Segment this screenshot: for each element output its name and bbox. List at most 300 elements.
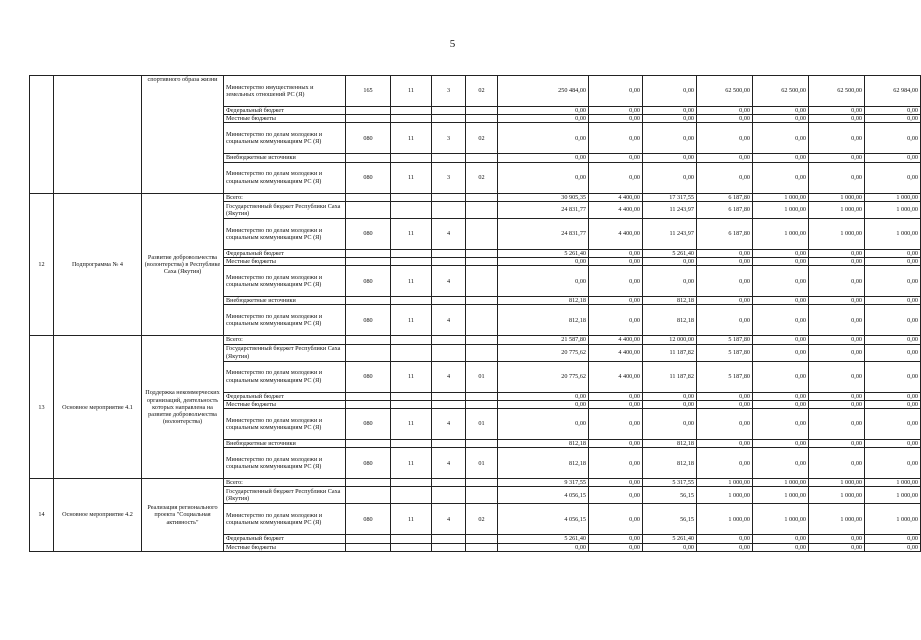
amount-cell: 0,00 (753, 535, 809, 543)
grbs-code-cell (346, 115, 391, 123)
budget-table-body (30, 76, 921, 552)
amount-cell: 0,00 (865, 543, 921, 551)
amount-cell: 0,00 (753, 154, 809, 162)
grbs-code-cell: 080 (346, 123, 391, 154)
grbs-code-cell (346, 154, 391, 162)
grbs-code-cell (346, 107, 391, 115)
grbs-code-cell (346, 249, 391, 257)
amount-cell: 6 187,80 (697, 201, 753, 218)
funding-source-cell: Федеральный бюджет (224, 392, 346, 400)
amount-cell: 0,00 (865, 448, 921, 479)
amount-cell: 0,00 (643, 123, 697, 154)
amount-cell: 0,00 (809, 266, 865, 297)
grbs-code-cell (346, 193, 391, 201)
amount-cell: 1 000,00 (753, 479, 809, 487)
amount-cell: 24 831,77 (498, 201, 589, 218)
grbs-code-cell (346, 336, 391, 344)
subsection-code-cell (432, 440, 466, 448)
amount-cell: 11 243,97 (643, 218, 697, 249)
amount-cell: 5 261,40 (643, 249, 697, 257)
amount-cell: 812,18 (643, 448, 697, 479)
amount-cell: 1 000,00 (865, 201, 921, 218)
amount-cell: 0,00 (697, 409, 753, 440)
grbs-code-cell (346, 297, 391, 305)
amount-cell: 0,00 (697, 392, 753, 400)
item-code-cell (466, 440, 498, 448)
grbs-code-cell: 080 (346, 361, 391, 392)
amount-cell: 0,00 (643, 107, 697, 115)
amount-cell: 812,18 (498, 448, 589, 479)
item-code-cell (466, 107, 498, 115)
amount-cell: 812,18 (498, 305, 589, 336)
amount-cell: 0,00 (753, 115, 809, 123)
section-code-cell: 11 (391, 504, 432, 535)
funding-source-cell: Внебюджетные источники (224, 154, 346, 162)
amount-cell: 0,00 (865, 344, 921, 361)
amount-cell: 0,00 (753, 448, 809, 479)
section-code-cell: 11 (391, 361, 432, 392)
subsection-code-cell (432, 336, 466, 344)
grbs-code-cell (346, 479, 391, 487)
amount-cell: 0,00 (498, 107, 589, 115)
item-code-cell (466, 305, 498, 336)
amount-cell: 0,00 (809, 258, 865, 266)
item-code-cell: 02 (466, 76, 498, 107)
amount-cell: 5 187,80 (697, 336, 753, 344)
amount-cell: 4 400,00 (589, 193, 643, 201)
item-code-cell (466, 479, 498, 487)
amount-cell: 0,00 (809, 535, 865, 543)
amount-cell: 21 587,80 (498, 336, 589, 344)
subsection-code-cell (432, 249, 466, 257)
amount-cell: 0,00 (589, 440, 643, 448)
subsection-code-cell (432, 258, 466, 266)
amount-cell: 0,00 (865, 115, 921, 123)
subsection-code-cell (432, 107, 466, 115)
amount-cell: 0,00 (697, 123, 753, 154)
amount-cell: 0,00 (753, 249, 809, 257)
amount-cell: 0,00 (697, 258, 753, 266)
amount-cell: 0,00 (589, 162, 643, 193)
amount-cell: 1 000,00 (865, 487, 921, 504)
grbs-code-cell: 080 (346, 305, 391, 336)
amount-cell: 0,00 (809, 123, 865, 154)
amount-cell: 0,00 (697, 448, 753, 479)
amount-cell: 0,00 (865, 361, 921, 392)
amount-cell: 4 400,00 (589, 361, 643, 392)
funding-source-cell: Всего: (224, 336, 346, 344)
funding-source-cell: Министерство по делам молодежи и социальным коммуникациям РС (Я) (224, 409, 346, 440)
funding-source-cell: Федеральный бюджет (224, 107, 346, 115)
amount-cell: 9 317,55 (498, 479, 589, 487)
table-row (30, 479, 921, 487)
amount-cell: 0,00 (589, 76, 643, 107)
amount-cell: 20 775,62 (498, 344, 589, 361)
amount-cell: 1 000,00 (697, 487, 753, 504)
item-code-cell (466, 249, 498, 257)
amount-cell: 0,00 (697, 400, 753, 408)
row-number-cell: 12 (30, 193, 54, 336)
amount-cell: 1 000,00 (753, 487, 809, 504)
amount-cell: 1 000,00 (809, 193, 865, 201)
amount-cell: 0,00 (643, 258, 697, 266)
item-code-cell (466, 297, 498, 305)
item-code-cell: 01 (466, 361, 498, 392)
amount-cell: 0,00 (697, 297, 753, 305)
section-code-cell (391, 297, 432, 305)
amount-cell: 0,00 (865, 107, 921, 115)
amount-cell: 0,00 (498, 400, 589, 408)
amount-cell: 0,00 (643, 154, 697, 162)
item-code-cell (466, 193, 498, 201)
amount-cell: 0,00 (498, 258, 589, 266)
amount-cell: 0,00 (589, 487, 643, 504)
table-row (30, 76, 921, 107)
funding-source-cell: Всего: (224, 479, 346, 487)
item-code-cell (466, 201, 498, 218)
amount-cell: 0,00 (498, 123, 589, 154)
amount-cell: 812,18 (643, 297, 697, 305)
amount-cell: 0,00 (809, 543, 865, 551)
amount-cell: 4 400,00 (589, 336, 643, 344)
amount-cell: 0,00 (589, 249, 643, 257)
funding-source-cell: Местные бюджеты (224, 115, 346, 123)
funding-source-cell: Министерство по делам молодежи и социальным коммуникациям РС (Я) (224, 305, 346, 336)
amount-cell: 0,00 (697, 305, 753, 336)
amount-cell: 0,00 (753, 440, 809, 448)
item-code-cell: 02 (466, 504, 498, 535)
amount-cell: 1 000,00 (865, 218, 921, 249)
amount-cell: 0,00 (643, 392, 697, 400)
amount-cell: 0,00 (865, 154, 921, 162)
funding-source-cell: Внебюджетные источники (224, 440, 346, 448)
section-code-cell (391, 543, 432, 551)
item-code-cell (466, 266, 498, 297)
amount-cell: 0,00 (589, 123, 643, 154)
amount-cell: 0,00 (865, 123, 921, 154)
amount-cell: 0,00 (753, 107, 809, 115)
subsection-code-cell: 4 (432, 409, 466, 440)
subsection-code-cell (432, 193, 466, 201)
funding-source-cell: Министерство по делам молодежи и социальным коммуникациям РС (Я) (224, 266, 346, 297)
grbs-code-cell (346, 258, 391, 266)
funding-source-cell: Федеральный бюджет (224, 249, 346, 257)
amount-cell: 0,00 (809, 440, 865, 448)
amount-cell: 0,00 (865, 409, 921, 440)
amount-cell: 0,00 (643, 409, 697, 440)
grbs-code-cell: 080 (346, 448, 391, 479)
amount-cell: 0,00 (498, 543, 589, 551)
grbs-code-cell (346, 487, 391, 504)
amount-cell: 0,00 (589, 543, 643, 551)
item-code-cell (466, 344, 498, 361)
funding-source-cell: Государственный бюджет Республики Саха (Якутия) (224, 201, 346, 218)
subsection-code-cell: 4 (432, 504, 466, 535)
section-code-cell (391, 336, 432, 344)
funding-source-cell: Государственный бюджет Республики Саха (Якутия) (224, 487, 346, 504)
amount-cell: 0,00 (865, 440, 921, 448)
amount-cell: 0,00 (809, 336, 865, 344)
program-title-cell: Основное мероприятие 4.2 (54, 479, 142, 552)
section-code-cell: 11 (391, 76, 432, 107)
subsection-code-cell: 4 (432, 305, 466, 336)
item-code-cell (466, 392, 498, 400)
amount-cell: 0,00 (498, 154, 589, 162)
amount-cell: 62 500,00 (753, 76, 809, 107)
section-code-cell: 11 (391, 305, 432, 336)
amount-cell: 0,00 (697, 162, 753, 193)
table-row (30, 193, 921, 201)
grbs-code-cell (346, 392, 391, 400)
amount-cell: 0,00 (589, 392, 643, 400)
amount-cell: 11 187,82 (643, 344, 697, 361)
amount-cell: 6 187,80 (697, 218, 753, 249)
amount-cell: 0,00 (643, 162, 697, 193)
amount-cell: 5 261,40 (643, 535, 697, 543)
amount-cell: 1 000,00 (865, 193, 921, 201)
program-description-cell: спортивного образа жизни (142, 76, 224, 194)
amount-cell: 0,00 (753, 258, 809, 266)
amount-cell: 1 000,00 (865, 479, 921, 487)
row-number-cell: 14 (30, 479, 54, 552)
amount-cell: 0,00 (697, 249, 753, 257)
program-description-cell: Развитие добровольчества (волонтерства) в Республике Саха (Якутия) (142, 193, 224, 336)
grbs-code-cell: 080 (346, 409, 391, 440)
amount-cell: 0,00 (865, 305, 921, 336)
amount-cell: 0,00 (498, 392, 589, 400)
item-code-cell: 01 (466, 409, 498, 440)
amount-cell: 0,00 (809, 400, 865, 408)
amount-cell: 0,00 (643, 76, 697, 107)
program-title-cell (54, 76, 142, 194)
subsection-code-cell (432, 297, 466, 305)
amount-cell: 0,00 (865, 258, 921, 266)
section-code-cell (391, 201, 432, 218)
funding-source-cell: Министерство по делам молодежи и социальным коммуникациям РС (Я) (224, 123, 346, 154)
amount-cell: 1 000,00 (753, 218, 809, 249)
amount-cell: 0,00 (697, 107, 753, 115)
section-code-cell: 11 (391, 218, 432, 249)
row-number-cell: 13 (30, 336, 54, 479)
grbs-code-cell (346, 440, 391, 448)
amount-cell: 4 400,00 (589, 201, 643, 218)
funding-source-cell: Внебюджетные источники (224, 297, 346, 305)
amount-cell: 0,00 (809, 392, 865, 400)
item-code-cell (466, 487, 498, 504)
amount-cell: 0,00 (753, 123, 809, 154)
amount-cell: 0,00 (753, 266, 809, 297)
amount-cell: 4 400,00 (589, 218, 643, 249)
amount-cell: 0,00 (498, 409, 589, 440)
amount-cell: 0,00 (809, 297, 865, 305)
program-description-cell: Реализация регионального проекта "Социальная активность" (142, 479, 224, 552)
section-code-cell (391, 258, 432, 266)
amount-cell: 56,15 (643, 504, 697, 535)
section-code-cell (391, 107, 432, 115)
subsection-code-cell (432, 201, 466, 218)
grbs-code-cell (346, 543, 391, 551)
amount-cell: 0,00 (865, 266, 921, 297)
subsection-code-cell (432, 479, 466, 487)
amount-cell: 11 243,97 (643, 201, 697, 218)
amount-cell: 1 000,00 (865, 504, 921, 535)
grbs-code-cell: 080 (346, 504, 391, 535)
amount-cell: 0,00 (753, 336, 809, 344)
subsection-code-cell: 4 (432, 218, 466, 249)
subsection-code-cell (432, 487, 466, 504)
amount-cell: 5 261,40 (498, 249, 589, 257)
item-code-cell (466, 535, 498, 543)
section-code-cell (391, 400, 432, 408)
section-code-cell: 11 (391, 448, 432, 479)
funding-source-cell: Министерство по делам молодежи и социальным коммуникациям РС (Я) (224, 162, 346, 193)
amount-cell: 0,00 (498, 162, 589, 193)
item-code-cell (466, 218, 498, 249)
section-code-cell (391, 154, 432, 162)
item-code-cell: 02 (466, 123, 498, 154)
amount-cell: 0,00 (865, 162, 921, 193)
program-title-cell: Основное мероприятие 4.1 (54, 336, 142, 479)
amount-cell: 4 400,00 (589, 344, 643, 361)
item-code-cell (466, 115, 498, 123)
funding-source-cell: Местные бюджеты (224, 543, 346, 551)
subsection-code-cell (432, 344, 466, 361)
section-code-cell (391, 193, 432, 201)
amount-cell: 0,00 (809, 249, 865, 257)
amount-cell: 0,00 (589, 409, 643, 440)
amount-cell: 0,00 (865, 392, 921, 400)
funding-source-cell: Местные бюджеты (224, 400, 346, 408)
amount-cell: 1 000,00 (809, 504, 865, 535)
amount-cell: 20 775,62 (498, 361, 589, 392)
subsection-code-cell: 3 (432, 76, 466, 107)
grbs-code-cell: 080 (346, 218, 391, 249)
funding-source-cell: Министерство по делам молодежи и социальным коммуникациям РС (Я) (224, 448, 346, 479)
amount-cell: 0,00 (643, 115, 697, 123)
item-code-cell (466, 154, 498, 162)
amount-cell: 0,00 (589, 297, 643, 305)
amount-cell: 0,00 (809, 107, 865, 115)
amount-cell: 250 484,00 (498, 76, 589, 107)
amount-cell: 12 000,00 (643, 336, 697, 344)
amount-cell: 0,00 (753, 305, 809, 336)
amount-cell: 0,00 (643, 400, 697, 408)
section-code-cell: 11 (391, 162, 432, 193)
grbs-code-cell: 165 (346, 76, 391, 107)
item-code-cell (466, 400, 498, 408)
amount-cell: 0,00 (753, 361, 809, 392)
amount-cell: 17 317,55 (643, 193, 697, 201)
amount-cell: 0,00 (589, 504, 643, 535)
section-code-cell (391, 344, 432, 361)
item-code-cell (466, 336, 498, 344)
section-code-cell (391, 115, 432, 123)
section-code-cell (391, 535, 432, 543)
amount-cell: 0,00 (865, 336, 921, 344)
subsection-code-cell (432, 115, 466, 123)
amount-cell: 62 500,00 (697, 76, 753, 107)
section-code-cell: 11 (391, 266, 432, 297)
subsection-code-cell: 3 (432, 162, 466, 193)
funding-source-cell: Министерство по делам молодежи и социальным коммуникациям РС (Я) (224, 361, 346, 392)
amount-cell: 812,18 (643, 305, 697, 336)
amount-cell: 0,00 (809, 344, 865, 361)
amount-cell: 4 056,15 (498, 487, 589, 504)
amount-cell: 6 187,80 (697, 193, 753, 201)
funding-source-cell: Министерство по делам молодежи и социальным коммуникациям РС (Я) (224, 504, 346, 535)
amount-cell: 1 000,00 (809, 218, 865, 249)
amount-cell: 0,00 (865, 535, 921, 543)
amount-cell: 0,00 (809, 409, 865, 440)
amount-cell: 0,00 (697, 266, 753, 297)
amount-cell: 0,00 (865, 297, 921, 305)
funding-source-cell: Министерство имущественных и земельных отношений РС (Я) (224, 76, 346, 107)
section-code-cell (391, 392, 432, 400)
amount-cell: 1 000,00 (753, 504, 809, 535)
amount-cell: 0,00 (589, 448, 643, 479)
amount-cell: 5 187,80 (697, 361, 753, 392)
item-code-cell (466, 543, 498, 551)
subsection-code-cell: 4 (432, 266, 466, 297)
amount-cell: 5 317,55 (643, 479, 697, 487)
amount-cell: 0,00 (589, 258, 643, 266)
section-code-cell (391, 479, 432, 487)
amount-cell: 0,00 (753, 392, 809, 400)
budget-table (29, 75, 921, 552)
amount-cell: 0,00 (589, 107, 643, 115)
amount-cell: 0,00 (753, 543, 809, 551)
grbs-code-cell (346, 344, 391, 361)
amount-cell: 0,00 (809, 154, 865, 162)
subsection-code-cell (432, 535, 466, 543)
amount-cell: 0,00 (643, 543, 697, 551)
amount-cell: 0,00 (865, 249, 921, 257)
amount-cell: 0,00 (753, 344, 809, 361)
amount-cell: 62 500,00 (809, 76, 865, 107)
amount-cell: 1 000,00 (697, 479, 753, 487)
amount-cell: 0,00 (753, 162, 809, 193)
amount-cell: 1 000,00 (809, 201, 865, 218)
funding-source-cell: Государственный бюджет Республики Саха (Якутия) (224, 344, 346, 361)
subsection-code-cell: 4 (432, 448, 466, 479)
amount-cell: 0,00 (589, 266, 643, 297)
amount-cell: 1 000,00 (697, 504, 753, 535)
section-code-cell (391, 440, 432, 448)
amount-cell: 0,00 (865, 400, 921, 408)
section-code-cell (391, 249, 432, 257)
amount-cell: 4 056,15 (498, 504, 589, 535)
subsection-code-cell (432, 154, 466, 162)
funding-source-cell: Местные бюджеты (224, 258, 346, 266)
amount-cell: 0,00 (753, 400, 809, 408)
amount-cell: 5 261,40 (498, 535, 589, 543)
subsection-code-cell (432, 392, 466, 400)
page-number: 5 (449, 38, 456, 50)
amount-cell: 62 984,00 (865, 76, 921, 107)
grbs-code-cell (346, 535, 391, 543)
amount-cell: 1 000,00 (753, 193, 809, 201)
amount-cell: 1 000,00 (753, 201, 809, 218)
section-code-cell: 11 (391, 123, 432, 154)
amount-cell: 0,00 (589, 154, 643, 162)
amount-cell: 1 000,00 (809, 479, 865, 487)
grbs-code-cell (346, 201, 391, 218)
amount-cell: 56,15 (643, 487, 697, 504)
amount-cell: 0,00 (643, 266, 697, 297)
section-code-cell (391, 487, 432, 504)
amount-cell: 0,00 (498, 115, 589, 123)
amount-cell: 1 000,00 (809, 487, 865, 504)
